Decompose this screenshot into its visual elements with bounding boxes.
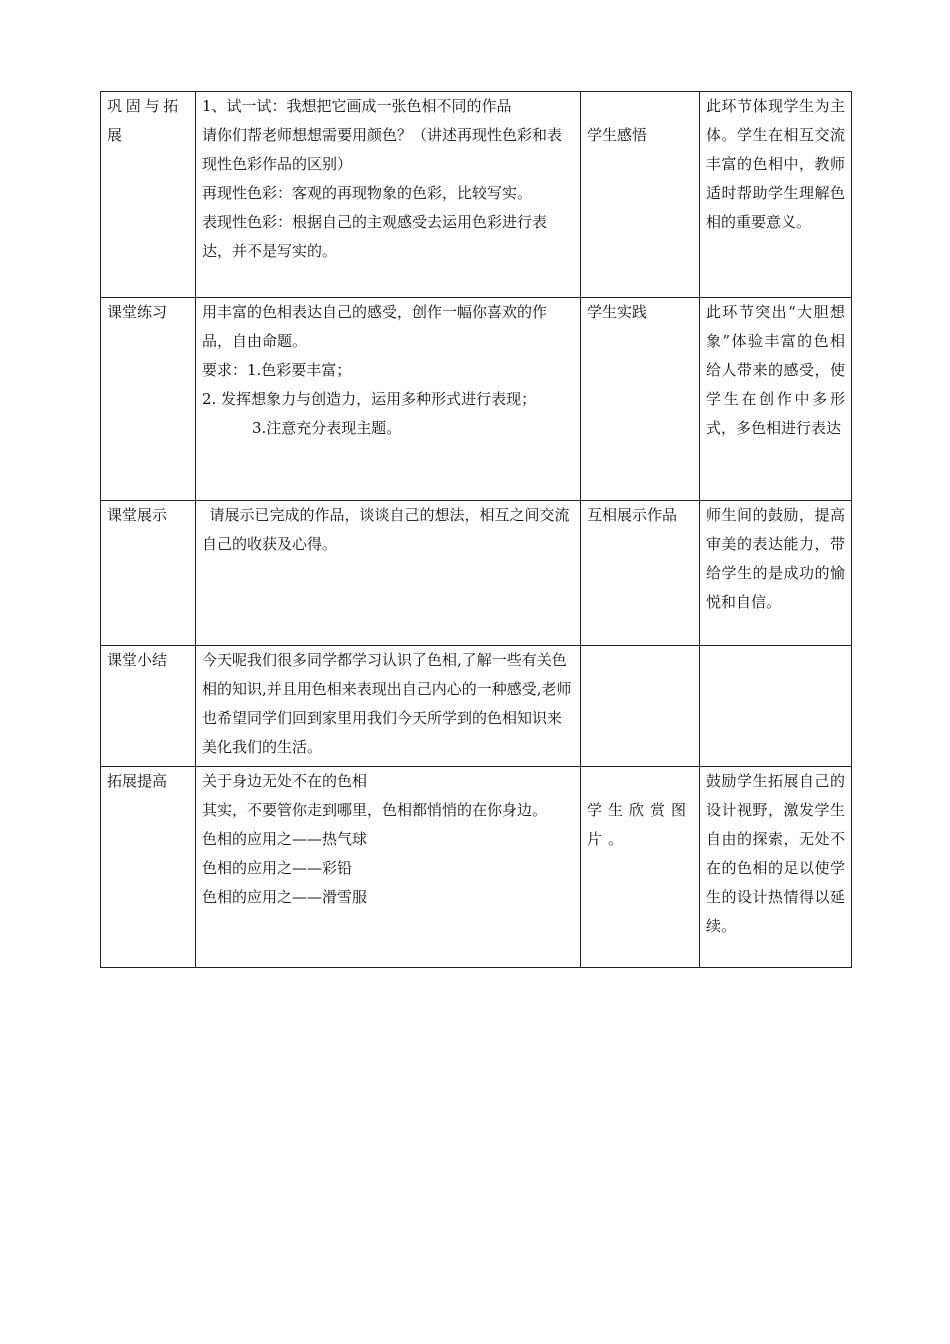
stage-cell: 课堂小结 [101, 646, 196, 767]
activity-cell [581, 767, 700, 968]
activity-cell [581, 646, 700, 767]
content-line: 表现性色彩：根据自己的主观感受去运用色彩进行表达，并不是写实的。 [202, 213, 548, 260]
content-line: 其实，不要管你走到哪里，色相都悄悄的在你身边。 [202, 801, 548, 819]
activity-text: 学生感悟 [587, 126, 648, 144]
activity-cell: 学生实践 [581, 298, 700, 501]
content-line: 2. 发挥想象力与创造力，运用多种形式进行表现； [202, 390, 537, 408]
table-row [101, 298, 852, 501]
content-line: 关于身边无处不在的色相 [202, 772, 368, 790]
table-row [101, 646, 852, 767]
content-line: 色相的应用之——滑雪服 [202, 888, 368, 906]
content-line: 再现性色彩：客观的再现物象的色彩，比较写实。 [202, 184, 533, 202]
table-row [101, 92, 852, 298]
stage-cell: 拓展提高 [101, 767, 196, 968]
content-line: 1、试一试：我想把它画成一张色相不同的作品 [202, 97, 512, 115]
table-row [101, 501, 852, 646]
intent-cell: 此环节突出“大胆想象”体验丰富的色相给人带来的感受，使学生在创作中多形式，多色相进行表达 [700, 298, 852, 501]
content-cell: 请展示已完成的作品，谈谈自己的想法，相互之间交流自己的收获及心得。 [196, 501, 581, 646]
content-cell [196, 298, 581, 501]
stage-cell: 课堂练习 [101, 298, 196, 501]
intent-cell: 此环节体现学生为主体。学生在相互交流丰富的色相中，教师适时帮助学生理解色相的重要意义。 [700, 92, 852, 298]
content-line: 色相的应用之——热气球 [202, 830, 368, 848]
activity-cell: 互相展示作品 [581, 501, 700, 646]
table-row [101, 767, 852, 968]
content-cell: 今天呢我们很多同学都学习认识了色相,了解一些有关色相的知识,并且用色相来表现出自己内心的一种感受,老师也希望同学们回到家里用我们今天所学到的色相知识来美化我们的生活。 [196, 646, 581, 767]
activity-cell [581, 92, 700, 298]
content-cell [196, 767, 581, 968]
content-line: 色相的应用之——彩铅 [202, 859, 353, 877]
content-cell [196, 92, 581, 298]
stage-cell: 巩固与拓展 [101, 92, 196, 298]
content-line: 请你们帮老师想想需要用颜色？（讲述再现性色彩和表现性色彩作品的区别） [202, 126, 563, 173]
intent-cell [700, 646, 852, 767]
lesson-plan-table [100, 91, 852, 968]
intent-cell: 鼓励学生拓展自己的设计视野，激发学生自由的探索，无处不在的色相的足以使学生的设计热情得以延续。 [700, 767, 852, 968]
intent-cell: 师生间的鼓励，提高审美的表达能力，带给学生的是成功的愉悦和自信。 [700, 501, 852, 646]
content-line: 用丰富的色相表达自己的感受，创作一幅你喜欢的作品，自由命题。 [202, 303, 548, 350]
content-line: 要求：1.色彩要丰富； [202, 361, 352, 379]
stage-cell: 课堂展示 [101, 501, 196, 646]
content-line: 3.注意充分表现主题。 [252, 419, 402, 437]
activity-text: 学生欣赏图片。 [587, 801, 693, 848]
